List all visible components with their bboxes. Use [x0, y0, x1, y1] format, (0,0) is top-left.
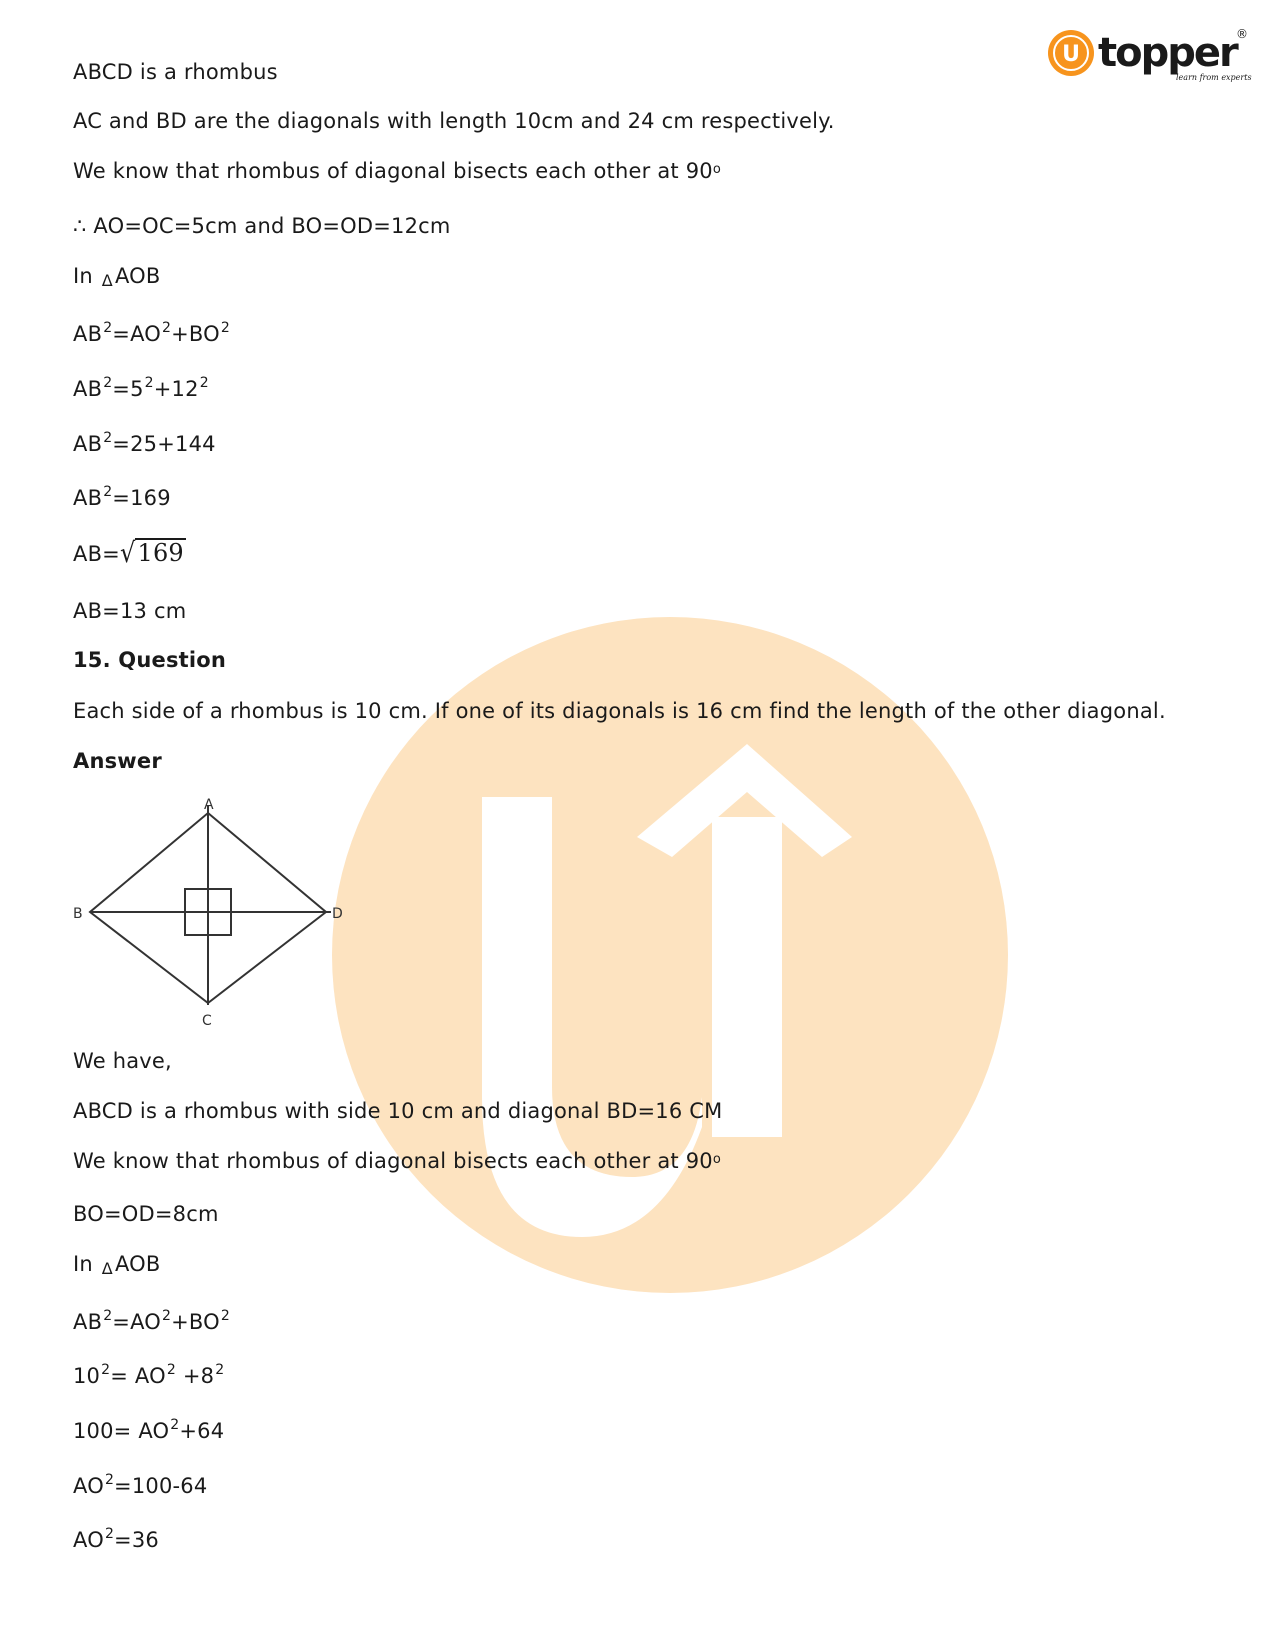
degree-symbol: o	[712, 1152, 721, 1167]
text-line: ∴ AO=OC=5cm and BO=OD=12cm	[73, 214, 451, 238]
equation-line: $AB^2=5^2+12^2$	[73, 375, 209, 401]
triangle-symbol: Δ	[101, 271, 113, 290]
topper-logo	[1046, 26, 1252, 86]
triangle-symbol: Δ	[101, 1259, 113, 1278]
equation-line: $AB^2=25+144$	[73, 430, 216, 456]
text-line: AC and BD are the diagonals with length 10cm and 24 cm respectively.	[73, 109, 835, 133]
equation-line: $AB^2=AO^2+BO^2$	[73, 1308, 231, 1334]
question-title: 15. Question	[73, 648, 227, 672]
logo-tagline: learn from experts	[1176, 73, 1252, 82]
vertex-label-a: A	[204, 797, 214, 813]
equation-line: $100= AO^2+64$	[73, 1417, 225, 1443]
text-line: We know that rhombus of diagonal bisects each other at 90$^o$	[73, 159, 721, 183]
text-line: In ΔAOB	[73, 1250, 161, 1280]
equation-line: $10^2= AO^2 +8^2$	[73, 1362, 225, 1388]
logo-registered-mark: ®	[1236, 27, 1248, 41]
text-line: AB=13 cm	[73, 599, 187, 623]
vertex-label-d: D	[332, 906, 343, 922]
vertex-label-c: C	[202, 1013, 212, 1029]
equation-line: AB=√169	[73, 536, 184, 570]
equation-line: $AB^2=AO^2+BO^2$	[73, 320, 231, 346]
text-line: We have,	[73, 1049, 172, 1073]
question-text: Each side of a rhombus is 10 cm. If one of its diagonals is 16 cm find the length of the other diagonal.	[73, 699, 1166, 723]
logo-icon-letter: U	[1062, 42, 1080, 67]
equation-line: $AO^2=100-64$	[73, 1472, 208, 1498]
text-line: BO=OD=8cm	[73, 1202, 219, 1226]
text-line: We know that rhombus of diagonal bisects each other at 90$^o$	[73, 1149, 721, 1173]
text-line: ABCD is a rhombus with side 10 cm and diagonal BD=16 CM	[73, 1099, 723, 1123]
equation-line: $AB^2=169$	[73, 484, 171, 510]
rhombus-diagram	[73, 795, 353, 1030]
text-line: In ΔAOB	[73, 262, 161, 292]
logo-brand-name: topper	[1098, 30, 1237, 76]
square-root: √169	[119, 536, 184, 570]
text-line: ABCD is a rhombus	[73, 60, 278, 84]
answer-heading: Answer	[73, 749, 162, 773]
equation-line: $AO^2=36$	[73, 1526, 159, 1552]
vertex-label-b: B	[73, 906, 83, 922]
degree-symbol: o	[712, 162, 721, 177]
